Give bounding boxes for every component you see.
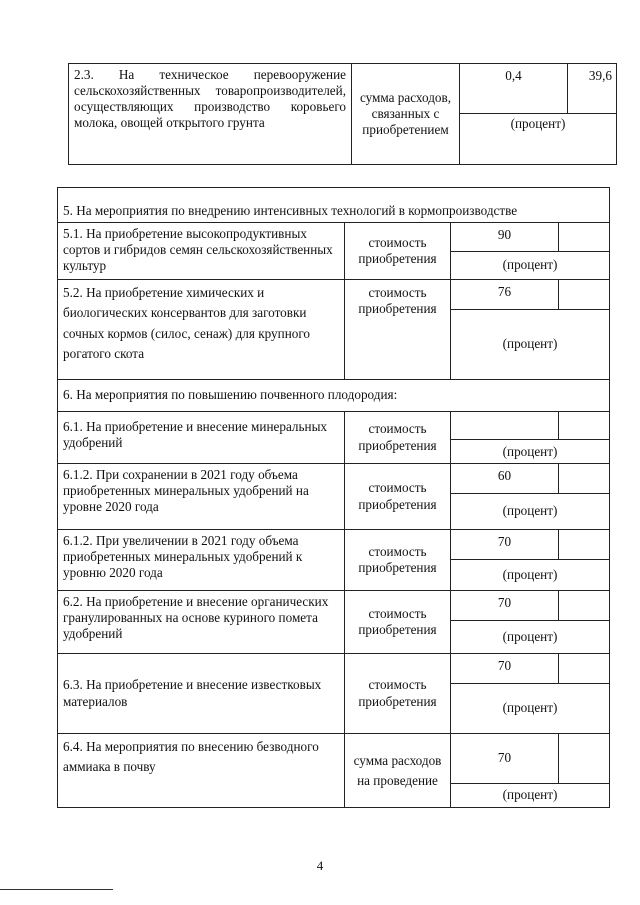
row-6-3-label: 6.3. На приобретение и внесение известковых материалов	[58, 654, 345, 734]
row-5-2-unit: стоимость приобретения	[345, 280, 451, 380]
table-row	[58, 654, 610, 684]
row-6-1-2a-label: 6.1.2. При сохранении в 2021 году объема приобретенных минеральных удобрений на уровне 2020 года	[58, 464, 345, 530]
row-6-2-unit: стоимость приобретения	[345, 591, 451, 654]
row-6-1-2a-pct: (процент)	[451, 494, 610, 530]
row-6-4-empty-cell	[559, 734, 610, 784]
row-5-1-value: 90	[451, 223, 559, 252]
row-5-2-empty-cell	[559, 280, 610, 310]
table-row	[69, 64, 617, 114]
table-row	[58, 412, 610, 440]
row-2-3-label: 2.3. На техническое перевооружение сельскохозяйственных товаропроизводителей, осуществляющих производство коровьего молока, овощей открытого грунта	[69, 64, 352, 165]
row-6-1-2b-label: 6.1.2. При увеличении в 2021 году объема приобретенных минеральных удобрений к уровню 2020 года	[58, 530, 345, 591]
row-2-3-value: 0,4	[460, 64, 568, 114]
section-6-row	[58, 380, 610, 412]
row-6-1-unit: стоимость приобретения	[345, 412, 451, 464]
row-2-3-value-right: 39,6	[568, 64, 617, 114]
row-2-3-unit: сумма расходов, связанных с приобретением	[352, 64, 460, 165]
section-5-row	[58, 188, 610, 223]
table-row	[58, 530, 610, 560]
section-6-header: 6. На мероприятия по повышению почвенного плодородия:	[58, 380, 610, 412]
row-5-1-unit: стоимость приобретения	[345, 223, 451, 280]
main-table	[57, 187, 610, 808]
row-6-1-2b-value: 70	[451, 530, 559, 560]
row-6-2-label: 6.2. На приобретение и внесение органических гранулированных на основе куриного помета удобрений	[58, 591, 345, 654]
row-6-2-pct: (процент)	[451, 621, 610, 654]
row-5-1-empty-cell	[559, 223, 610, 252]
table-row	[58, 464, 610, 494]
row-6-3-pct: (процент)	[451, 684, 610, 734]
row-6-1-2a-unit: стоимость приобретения	[345, 464, 451, 530]
row-5-1-label: 5.1. На приобретение высокопродуктивных сортов и гибридов семян сельскохозяйственных культур	[58, 223, 345, 280]
row-6-1-value	[451, 412, 559, 440]
page-number: 4	[316, 858, 324, 873]
table-row	[58, 280, 610, 310]
row-6-3-value: 70	[451, 654, 559, 684]
row-2-3-pct: (процент)	[460, 114, 617, 165]
top-table	[68, 63, 617, 165]
row-6-2-value: 70	[451, 591, 559, 621]
table-row	[58, 591, 610, 621]
row-6-4-label: 6.4. На мероприятия по внесению безводного аммиака в почву	[58, 734, 345, 808]
row-6-1-2b-unit: стоимость приобретения	[345, 530, 451, 591]
row-6-1-2b-pct: (процент)	[451, 560, 610, 591]
footnote-separator	[0, 889, 113, 890]
row-6-1-2a-empty-cell	[559, 464, 610, 494]
row-6-1-2a-value: 60	[451, 464, 559, 494]
row-5-2-value: 76	[451, 280, 559, 310]
row-6-1-empty-cell	[559, 412, 610, 440]
table-row	[58, 223, 610, 252]
row-5-1-pct: (процент)	[451, 252, 610, 280]
row-6-1-2b-empty-cell	[559, 530, 610, 560]
row-6-3-empty-cell	[559, 654, 610, 684]
row-6-4-value: 70	[451, 734, 559, 784]
row-6-4-unit: сумма расходов на проведение	[345, 734, 451, 808]
row-6-2-empty-cell	[559, 591, 610, 621]
row-6-1-pct: (процент)	[451, 440, 610, 464]
row-6-4-pct: (процент)	[451, 784, 610, 808]
row-5-2-pct: (процент)	[451, 310, 610, 380]
section-5-header: 5. На мероприятия по внедрению интенсивных технологий в кормопроизводстве	[58, 188, 610, 223]
row-5-2-label: 5.2. На приобретение химических и биологических консервантов для заготовки сочных кормов (силос, сенаж) для крупного рогатого скота	[58, 280, 345, 380]
row-6-3-unit: стоимость приобретения	[345, 654, 451, 734]
row-6-1-label: 6.1. На приобретение и внесение минеральных удобрений	[58, 412, 345, 464]
table-row	[58, 734, 610, 784]
